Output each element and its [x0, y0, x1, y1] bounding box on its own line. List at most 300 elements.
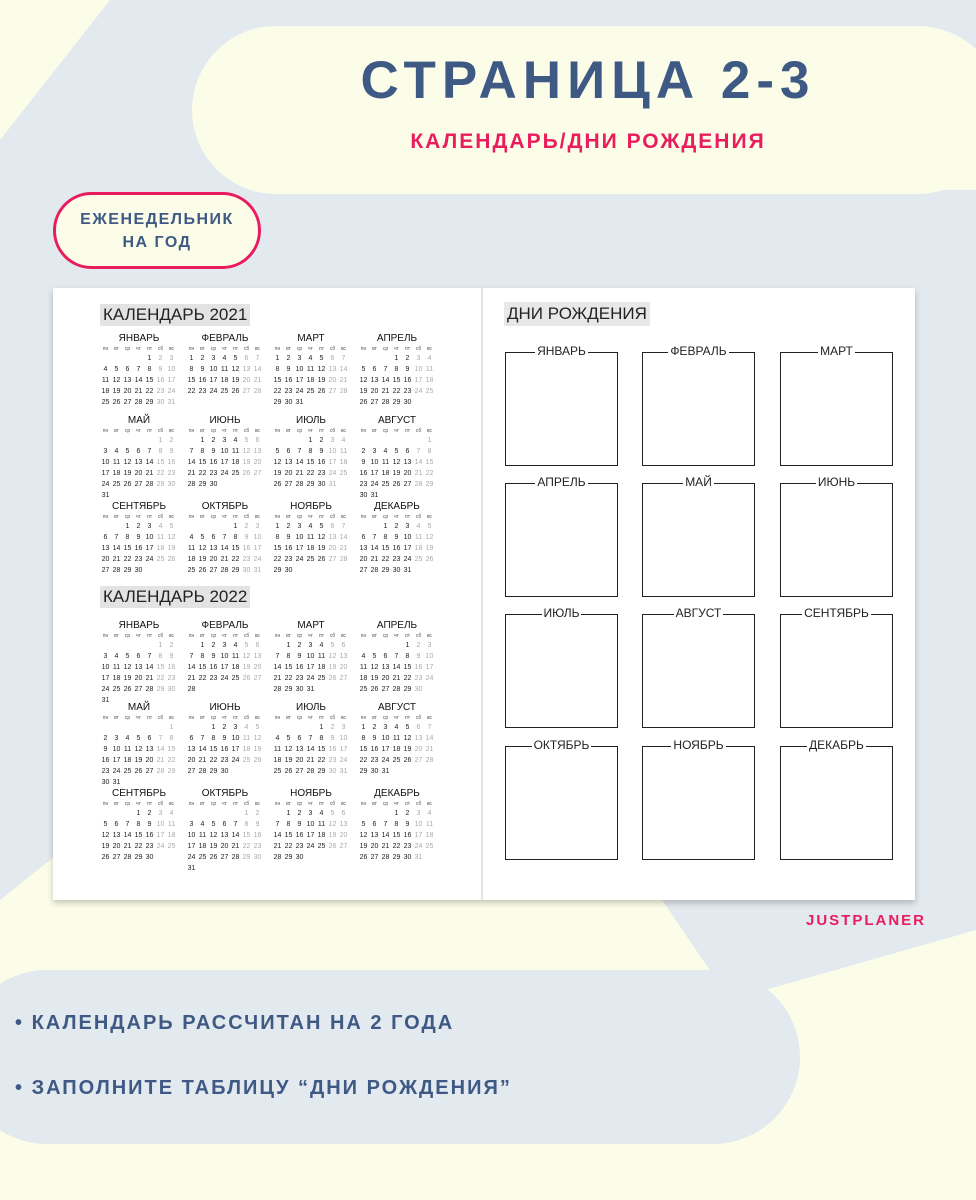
birthday-box[interactable] — [642, 344, 755, 466]
day-cell: 10 — [220, 653, 229, 660]
month-calendar — [272, 500, 350, 576]
day-cell: 3 — [308, 810, 313, 817]
day-cell: 28 — [145, 481, 154, 488]
day-cell — [338, 397, 349, 408]
day-cell: 23 — [359, 481, 368, 488]
day-cell — [424, 565, 435, 576]
day-cell: 24 — [220, 675, 229, 682]
day-cell: 20 — [123, 388, 132, 395]
week-row — [358, 375, 436, 386]
day-cell: 9 — [147, 821, 152, 828]
day-cell: 23 — [134, 556, 143, 563]
day-cell: 15 — [231, 545, 240, 552]
week-row — [272, 565, 350, 576]
weekday-label: сб — [415, 715, 422, 721]
day-cell: 28 — [231, 854, 240, 861]
day-cell: 8 — [200, 448, 205, 455]
weekday-label: сб — [243, 346, 250, 352]
weekday-label: вс — [340, 428, 347, 434]
day-cell: 9 — [169, 653, 174, 660]
weekday-header — [186, 345, 264, 353]
week-row — [272, 819, 350, 830]
day-cell: 11 — [306, 534, 315, 541]
day-cell: 28 — [112, 567, 121, 574]
day-cell: 6 — [383, 653, 388, 660]
calendar-2022-title: КАЛЕНДАРЬ 2022 — [100, 586, 250, 608]
month-name: ИЮНЬ — [209, 702, 241, 713]
day-cell: 17 — [231, 746, 240, 753]
day-cell: 4 — [244, 724, 249, 731]
day-cell — [327, 397, 338, 408]
day-cell: 16 — [167, 664, 176, 671]
day-cell: 12 — [231, 366, 240, 373]
day-cell: 5 — [361, 821, 366, 828]
birthday-box[interactable] — [780, 738, 893, 860]
day-cell: 13 — [370, 377, 379, 384]
day-cell: 2 — [222, 724, 227, 731]
day-cell: 20 — [187, 757, 196, 764]
day-cell: 4 — [319, 642, 324, 649]
day-cell: 6 — [341, 810, 346, 817]
day-cell: 6 — [372, 366, 377, 373]
week-row — [186, 808, 264, 819]
day-cell: 6 — [222, 821, 227, 828]
day-cell — [369, 435, 380, 446]
day-cell — [283, 435, 294, 446]
day-cell: 23 — [370, 757, 379, 764]
day-cell: 11 — [242, 735, 251, 742]
day-cell: 21 — [145, 675, 154, 682]
weekday-label: пт — [319, 801, 324, 807]
weekday-header — [358, 513, 436, 521]
day-cell: 30 — [253, 854, 262, 861]
weekday-header — [100, 427, 178, 435]
day-cell — [316, 684, 327, 695]
day-cell: 7 — [147, 653, 152, 660]
day-cell: 5 — [211, 821, 216, 828]
day-cell: 6 — [405, 448, 410, 455]
day-cell: 13 — [370, 832, 379, 839]
day-cell: 7 — [372, 534, 377, 541]
day-cell: 8 — [275, 534, 280, 541]
day-cell: 21 — [187, 675, 196, 682]
day-cell — [358, 808, 369, 819]
day-cell: 2 — [297, 810, 302, 817]
day-cell — [252, 684, 263, 695]
day-cell: 7 — [427, 724, 432, 731]
day-cell: 7 — [158, 735, 163, 742]
day-cell: 19 — [328, 664, 337, 671]
day-cell: 29 — [317, 768, 326, 775]
day-cell — [358, 435, 369, 446]
day-cell: 9 — [136, 534, 141, 541]
week-row — [186, 386, 264, 397]
day-cell: 9 — [211, 653, 216, 660]
day-cell: 4 — [341, 437, 346, 444]
weekday-label: пт — [405, 715, 410, 721]
week-row — [186, 479, 264, 490]
info-pill — [0, 970, 800, 1144]
day-cell: 12 — [425, 534, 434, 541]
week-row — [272, 397, 350, 408]
weekday-label: пт — [233, 514, 238, 520]
weekday-label: пн — [102, 633, 109, 639]
birthday-month-label — [781, 606, 892, 620]
weekday-label: ср — [210, 633, 217, 639]
day-cell: 6 — [189, 735, 194, 742]
day-cell — [186, 435, 197, 446]
birthday-box[interactable] — [780, 606, 893, 728]
birthday-box[interactable] — [642, 475, 755, 597]
day-cell: 14 — [414, 459, 423, 466]
week-row — [186, 651, 264, 662]
day-cell: 24 — [414, 388, 423, 395]
day-cell: 18 — [306, 545, 315, 552]
day-cell: 14 — [187, 459, 196, 466]
day-cell: 8 — [211, 735, 216, 742]
day-cell: 7 — [147, 448, 152, 455]
day-cell: 15 — [187, 377, 196, 384]
day-cell: 28 — [306, 768, 315, 775]
day-cell: 11 — [187, 545, 196, 552]
day-cell: 31 — [370, 492, 379, 499]
day-cell: 3 — [330, 437, 335, 444]
day-cell: 10 — [112, 746, 121, 753]
day-cell: 7 — [125, 821, 130, 828]
day-cell: 20 — [145, 757, 154, 764]
bullet-text-1: КАЛЕНДАРЬ РАССЧИТАН НА 2 ГОДА — [31, 1012, 455, 1034]
day-cell: 15 — [392, 377, 401, 384]
day-cell: 5 — [244, 642, 249, 649]
day-cell — [197, 722, 208, 733]
week-row — [100, 446, 178, 457]
week-row — [272, 766, 350, 777]
day-cell: 19 — [242, 664, 251, 671]
day-cell — [186, 640, 197, 651]
weekday-label: ср — [210, 801, 217, 807]
day-cell: 14 — [156, 746, 165, 753]
day-cell: 22 — [134, 843, 143, 850]
day-cell: 18 — [112, 470, 121, 477]
day-cell: 8 — [394, 366, 399, 373]
day-cell: 27 — [112, 854, 121, 861]
month-name: ЯНВАРЬ — [118, 620, 160, 631]
day-cell: 29 — [392, 399, 401, 406]
day-cell: 12 — [112, 377, 121, 384]
day-cell: 22 — [403, 675, 412, 682]
day-cell: 11 — [112, 459, 121, 466]
day-cell: 5 — [200, 534, 205, 541]
day-cell: 19 — [101, 843, 110, 850]
day-cell: 18 — [414, 545, 423, 552]
day-cell: 9 — [286, 366, 291, 373]
brand-name: JUSTPLANER — [805, 912, 926, 929]
day-cell: 31 — [328, 481, 337, 488]
day-cell: 25 — [425, 388, 434, 395]
day-cell: 22 — [231, 556, 240, 563]
day-cell: 8 — [233, 534, 238, 541]
day-cell: 27 — [359, 567, 368, 574]
week-row — [100, 733, 178, 744]
day-cell: 9 — [200, 366, 205, 373]
day-cell: 2 — [372, 724, 377, 731]
weekday-label: вт — [200, 514, 205, 520]
week-row — [272, 435, 350, 446]
day-cell: 3 — [147, 523, 152, 530]
week-row — [358, 565, 436, 576]
birthday-box[interactable] — [780, 344, 893, 466]
day-cell: 26 — [317, 388, 326, 395]
day-cell: 22 — [123, 556, 132, 563]
birthday-box[interactable] — [642, 738, 755, 860]
day-cell: 4 — [222, 355, 227, 362]
day-cell: 13 — [403, 459, 412, 466]
day-cell — [133, 640, 144, 651]
weekday-label: чт — [394, 346, 399, 352]
day-cell: 10 — [253, 534, 262, 541]
day-cell: 26 — [403, 757, 412, 764]
birthday-box[interactable] — [642, 606, 755, 728]
day-cell: 21 — [370, 556, 379, 563]
weekday-label: сб — [157, 715, 164, 721]
day-cell: 26 — [198, 567, 207, 574]
day-cell: 20 — [134, 470, 143, 477]
week-row — [272, 353, 350, 364]
birthday-box[interactable] — [505, 475, 618, 597]
day-cell: 14 — [123, 832, 132, 839]
day-cell: 18 — [231, 664, 240, 671]
weekday-label: ср — [124, 801, 131, 807]
week-row — [186, 446, 264, 457]
weekday-label: чт — [394, 801, 399, 807]
weekday-label: пн — [360, 428, 367, 434]
month-name: ИЮЛЬ — [296, 415, 326, 426]
day-cell: 3 — [114, 735, 119, 742]
day-cell: 30 — [317, 481, 326, 488]
day-cell: 24 — [306, 675, 315, 682]
day-cell: 29 — [167, 768, 176, 775]
day-cell: 28 — [156, 768, 165, 775]
birthday-box[interactable] — [505, 606, 618, 728]
birthday-box[interactable] — [780, 475, 893, 597]
day-cell: 31 — [403, 567, 412, 574]
day-cell: 14 — [381, 377, 390, 384]
day-cell: 5 — [125, 448, 130, 455]
day-cell: 1 — [233, 523, 238, 530]
week-row — [272, 808, 350, 819]
weekday-header — [100, 632, 178, 640]
day-cell: 16 — [284, 377, 293, 384]
month-name: СЕНТЯБРЬ — [111, 788, 167, 799]
day-cell: 22 — [273, 388, 282, 395]
weekday-header — [100, 714, 178, 722]
weekday-label: вт — [200, 428, 205, 434]
day-cell: 10 — [187, 832, 196, 839]
weekday-label: вс — [254, 715, 261, 721]
day-cell: 17 — [306, 832, 315, 839]
bullet-text-2: ЗАПОЛНИТЕ ТАБЛИЦУ “ДНИ РОЖДЕНИЯ” — [31, 1077, 512, 1099]
day-cell: 3 — [341, 724, 346, 731]
weekday-label: ср — [382, 428, 389, 434]
day-cell: 1 — [158, 437, 163, 444]
day-cell — [197, 863, 208, 874]
day-cell: 10 — [101, 459, 110, 466]
day-cell: 17 — [220, 459, 229, 466]
day-cell: 20 — [381, 675, 390, 682]
day-cell: 1 — [200, 437, 205, 444]
week-row — [358, 543, 436, 554]
weekday-label: сб — [329, 801, 336, 807]
day-cell: 25 — [112, 481, 121, 488]
week-row — [100, 673, 178, 684]
day-cell: 28 — [273, 686, 282, 693]
day-cell: 23 — [284, 556, 293, 563]
day-cell: 1 — [125, 523, 130, 530]
weekday-label: пт — [147, 346, 152, 352]
day-cell: 18 — [317, 832, 326, 839]
day-cell: 16 — [209, 459, 218, 466]
day-cell: 26 — [134, 768, 143, 775]
week-row — [272, 733, 350, 744]
weekday-label: чт — [308, 633, 313, 639]
day-cell — [327, 852, 338, 863]
day-cell — [391, 640, 402, 651]
weekday-label: вт — [114, 633, 119, 639]
day-cell: 24 — [328, 470, 337, 477]
birthday-month-text: ИЮНЬ — [817, 475, 856, 489]
month-calendar — [100, 500, 178, 576]
month-name: НОЯБРЬ — [290, 501, 332, 512]
day-cell: 28 — [123, 854, 132, 861]
day-cell: 27 — [414, 757, 423, 764]
week-row — [272, 640, 350, 651]
weekday-label: пн — [188, 801, 195, 807]
weekday-label: вт — [200, 715, 205, 721]
day-cell: 31 — [101, 492, 110, 499]
day-cell: 22 — [306, 470, 315, 477]
day-cell: 19 — [317, 545, 326, 552]
day-cell: 25 — [425, 843, 434, 850]
day-cell: 10 — [295, 534, 304, 541]
day-cell — [424, 766, 435, 777]
day-cell: 27 — [187, 768, 196, 775]
product-badge — [53, 192, 261, 269]
week-row — [100, 662, 178, 673]
weekday-header — [100, 800, 178, 808]
day-cell: 12 — [134, 746, 143, 753]
day-cell: 5 — [275, 448, 280, 455]
day-cell: 15 — [134, 832, 143, 839]
day-cell: 10 — [306, 821, 315, 828]
day-cell: 15 — [123, 545, 132, 552]
birthday-box[interactable] — [505, 344, 618, 466]
weekday-header — [186, 714, 264, 722]
birthday-box[interactable] — [505, 738, 618, 860]
day-cell: 7 — [308, 735, 313, 742]
day-cell: 4 — [383, 448, 388, 455]
day-cell: 4 — [169, 810, 174, 817]
day-cell: 4 — [233, 642, 238, 649]
week-row — [358, 744, 436, 755]
day-cell: 20 — [253, 664, 262, 671]
day-cell: 31 — [101, 697, 110, 704]
week-row — [358, 457, 436, 468]
day-cell: 30 — [328, 768, 337, 775]
week-row — [272, 852, 350, 863]
day-cell: 10 — [381, 735, 390, 742]
day-cell — [272, 435, 283, 446]
week-row — [100, 386, 178, 397]
day-cell — [413, 766, 424, 777]
day-cell: 1 — [169, 724, 174, 731]
day-cell: 17 — [209, 377, 218, 384]
day-cell: 30 — [145, 854, 154, 861]
day-cell: 11 — [392, 735, 401, 742]
day-cell: 22 — [198, 470, 207, 477]
day-cell: 21 — [156, 757, 165, 764]
day-cell: 1 — [147, 355, 152, 362]
day-cell: 23 — [403, 388, 412, 395]
day-cell — [424, 397, 435, 408]
week-row — [186, 684, 264, 695]
day-cell: 1 — [427, 437, 432, 444]
day-cell: 17 — [370, 470, 379, 477]
day-cell: 12 — [284, 746, 293, 753]
day-cell: 28 — [198, 768, 207, 775]
week-row — [272, 841, 350, 852]
day-cell: 8 — [308, 448, 313, 455]
day-cell: 22 — [242, 843, 251, 850]
day-cell — [316, 565, 327, 576]
month-name: МАРТ — [297, 620, 325, 631]
day-cell: 18 — [101, 388, 110, 395]
day-cell: 18 — [167, 832, 176, 839]
day-cell: 6 — [136, 653, 141, 660]
day-cell: 28 — [253, 388, 262, 395]
day-cell: 11 — [273, 746, 282, 753]
weekday-label: вс — [254, 428, 261, 434]
day-cell: 6 — [361, 534, 366, 541]
day-cell: 5 — [330, 642, 335, 649]
day-cell: 21 — [392, 675, 401, 682]
day-cell: 6 — [136, 448, 141, 455]
month-calendar — [186, 619, 264, 695]
day-cell: 11 — [317, 653, 326, 660]
day-cell: 29 — [359, 768, 368, 775]
weekday-header — [358, 427, 436, 435]
week-row — [358, 722, 436, 733]
day-cell: 6 — [255, 642, 260, 649]
day-cell: 29 — [156, 686, 165, 693]
day-cell: 26 — [370, 686, 379, 693]
week-row — [272, 744, 350, 755]
week-row — [358, 386, 436, 397]
day-cell: 23 — [392, 556, 401, 563]
day-cell: 5 — [233, 355, 238, 362]
day-cell: 22 — [392, 388, 401, 395]
day-cell: 1 — [136, 810, 141, 817]
day-cell: 4 — [233, 437, 238, 444]
day-cell — [100, 640, 111, 651]
birthday-month-label — [643, 475, 754, 489]
day-cell: 23 — [101, 768, 110, 775]
day-cell: 8 — [394, 821, 399, 828]
day-cell: 21 — [295, 470, 304, 477]
day-cell: 14 — [392, 664, 401, 671]
day-cell: 31 — [112, 779, 121, 786]
day-cell — [316, 852, 327, 863]
day-cell: 23 — [209, 675, 218, 682]
